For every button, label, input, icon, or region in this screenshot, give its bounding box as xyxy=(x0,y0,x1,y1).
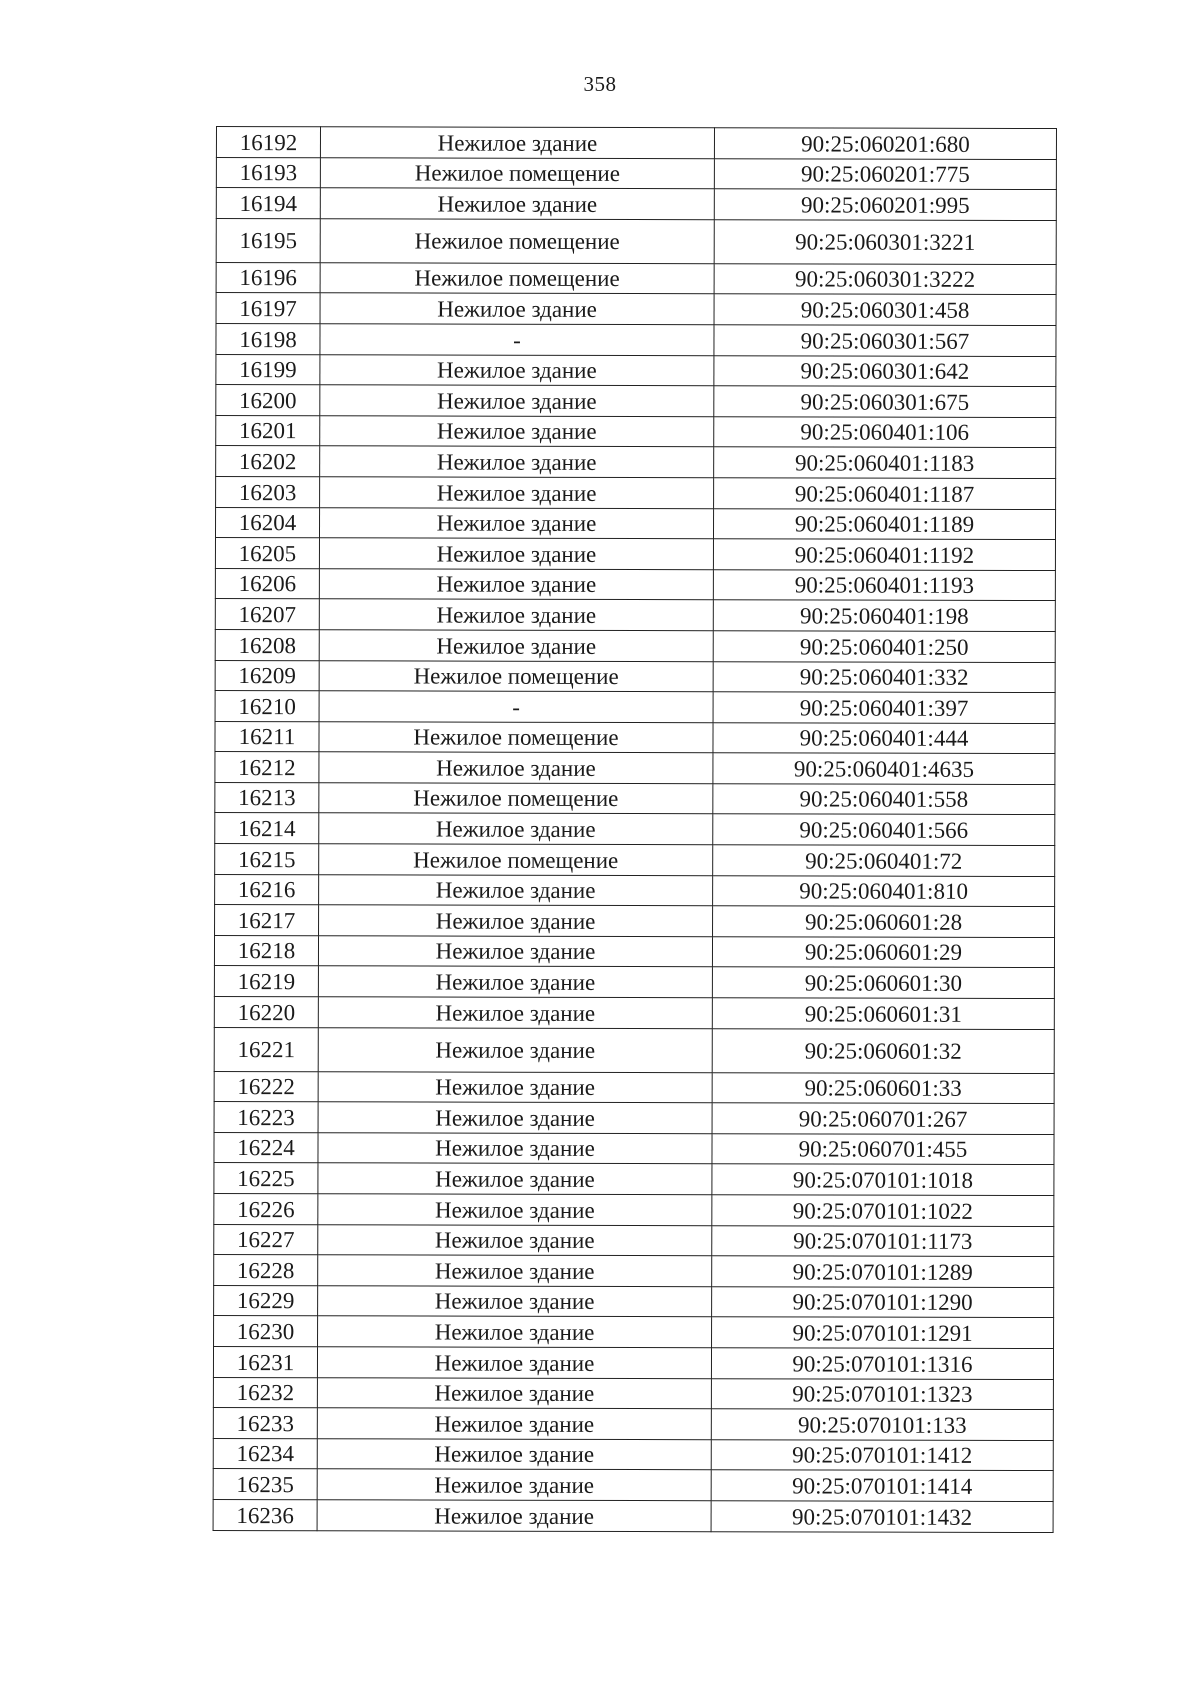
cadastral-number-cell: 90:25:060201:680 xyxy=(714,128,1056,159)
object-type-cell: Нежилое здание xyxy=(317,1469,711,1501)
cadastral-number-cell: 90:25:060401:106 xyxy=(714,416,1056,447)
cadastral-number-cell: 90:25:060401:1192 xyxy=(713,539,1055,570)
cadastral-number-cell: 90:25:060301:567 xyxy=(714,325,1056,356)
object-type-cell: Нежилое здание xyxy=(320,293,714,325)
object-type-cell: Нежилое помещение xyxy=(319,721,713,753)
table-row xyxy=(216,262,1056,295)
table-row xyxy=(216,218,1056,264)
cadastral-number-cell: 90:25:060601:33 xyxy=(712,1072,1054,1103)
cadastral-number-cell: 90:25:060401:4635 xyxy=(713,753,1055,784)
object-type-cell: Нежилое здание xyxy=(318,1071,712,1103)
row-number-cell: 16220 xyxy=(214,997,318,1028)
row-number-cell: 16198 xyxy=(216,323,320,354)
row-number-cell: 16201 xyxy=(216,415,320,446)
row-number-cell: 16203 xyxy=(216,476,320,507)
object-type-cell: Нежилое здание xyxy=(320,127,714,159)
object-type-cell: Нежилое здание xyxy=(320,477,714,509)
table-row xyxy=(216,446,1056,479)
object-type-cell: Нежилое помещение xyxy=(319,844,713,876)
cadastral-number-cell: 90:25:070101:1290 xyxy=(712,1286,1054,1317)
object-type-cell: Нежилое здание xyxy=(319,813,713,845)
object-type-cell: Нежилое здание xyxy=(317,1500,711,1532)
row-number-cell: 16224 xyxy=(214,1132,318,1163)
table-row xyxy=(214,1224,1054,1257)
cadastral-number-cell: 90:25:060401:332 xyxy=(713,661,1055,692)
table-row xyxy=(214,1071,1054,1104)
cadastral-number-cell: 90:25:060401:1193 xyxy=(713,569,1055,600)
row-number-cell: 16219 xyxy=(214,966,318,997)
row-number-cell: 16231 xyxy=(213,1346,317,1377)
cadastral-number-cell: 90:25:060301:642 xyxy=(714,355,1056,386)
cadastral-number-cell: 90:25:060401:558 xyxy=(713,784,1055,815)
cadastral-number-cell: 90:25:060601:30 xyxy=(712,967,1054,998)
object-type-cell: Нежилое здание xyxy=(318,997,712,1029)
object-type-cell: Нежилое здание xyxy=(319,538,713,570)
cadastral-number-cell: 90:25:070101:1414 xyxy=(711,1470,1053,1501)
table-row xyxy=(214,1255,1054,1288)
table-row xyxy=(213,1408,1053,1441)
row-number-cell: 16215 xyxy=(215,844,319,875)
row-number-cell: 16228 xyxy=(214,1255,318,1286)
row-number-cell: 16225 xyxy=(214,1163,318,1194)
object-type-cell: Нежилое здание xyxy=(319,507,713,539)
table-row xyxy=(214,1027,1054,1073)
table-row xyxy=(213,1377,1053,1410)
row-number-cell: 16211 xyxy=(215,721,319,752)
cadastral-number-cell: 90:25:070101:1022 xyxy=(712,1195,1054,1226)
object-type-cell: Нежилое здание xyxy=(318,936,712,968)
row-number-cell: 16206 xyxy=(215,568,319,599)
property-register-table xyxy=(213,126,1057,1533)
table-row xyxy=(215,844,1055,877)
cadastral-number-cell: 90:25:060201:775 xyxy=(714,158,1056,189)
cadastral-number-cell: 90:25:060401:72 xyxy=(713,845,1055,876)
row-number-cell: 16232 xyxy=(213,1377,317,1408)
cadastral-number-cell: 90:25:070101:1173 xyxy=(712,1225,1054,1256)
cadastral-number-cell: 90:25:070101:1432 xyxy=(711,1501,1053,1532)
page-number: 358 xyxy=(583,72,617,96)
object-type-cell: Нежилое здание xyxy=(319,752,713,784)
object-type-cell: Нежилое здание xyxy=(318,1133,712,1165)
object-type-cell: Нежилое здание xyxy=(318,966,712,998)
row-number-cell: 16194 xyxy=(216,188,320,219)
cadastral-number-cell: 90:25:060601:29 xyxy=(712,937,1054,968)
cadastral-number-cell: 90:25:070101:1289 xyxy=(712,1256,1054,1287)
row-number-cell: 16216 xyxy=(215,874,319,905)
row-number-cell: 16230 xyxy=(214,1316,318,1347)
cadastral-number-cell: 90:25:060301:458 xyxy=(714,294,1056,325)
cadastral-number-cell: 90:25:070101:1291 xyxy=(712,1317,1054,1348)
cadastral-number-cell: 90:25:060401:444 xyxy=(713,722,1055,753)
table-row xyxy=(215,874,1055,907)
table-body xyxy=(213,127,1056,1533)
cadastral-number-cell: 90:25:060401:1183 xyxy=(714,447,1056,478)
object-type-cell: Нежилое здание xyxy=(318,1224,712,1256)
row-number-cell: 16217 xyxy=(215,905,319,936)
object-type-cell: - xyxy=(319,691,713,723)
row-number-cell: 16202 xyxy=(216,446,320,477)
object-type-cell: Нежилое здание xyxy=(320,385,714,417)
row-number-cell: 16222 xyxy=(214,1071,318,1102)
table-row xyxy=(216,415,1056,448)
row-number-cell: 16197 xyxy=(216,293,320,324)
object-type-cell: Нежилое здание xyxy=(320,354,714,386)
row-number-cell: 16223 xyxy=(214,1102,318,1133)
table-row xyxy=(216,385,1056,418)
table-row xyxy=(215,782,1055,815)
table-row xyxy=(215,691,1055,724)
table-row xyxy=(215,599,1055,632)
object-type-cell: Нежилое здание xyxy=(318,1163,712,1195)
row-number-cell: 16233 xyxy=(213,1408,317,1439)
cadastral-number-cell: 90:25:070101:133 xyxy=(711,1409,1053,1440)
object-type-cell: Нежилое здание xyxy=(318,1194,712,1226)
row-number-cell: 16218 xyxy=(214,935,318,966)
table-row xyxy=(214,1316,1054,1349)
cadastral-number-cell: 90:25:060401:810 xyxy=(713,875,1055,906)
cadastral-number-cell: 90:25:060601:28 xyxy=(713,906,1055,937)
row-number-cell: 16234 xyxy=(213,1438,317,1469)
object-type-cell: Нежилое здание xyxy=(319,905,713,937)
object-type-cell: Нежилое здание xyxy=(320,416,714,448)
table-row xyxy=(214,1163,1054,1196)
cadastral-number-cell: 90:25:070101:1316 xyxy=(711,1348,1053,1379)
row-number-cell: 16213 xyxy=(215,782,319,813)
table-row xyxy=(213,1438,1053,1471)
object-type-cell: Нежилое здание xyxy=(317,1347,711,1379)
table-row xyxy=(213,1469,1053,1502)
table-row xyxy=(214,997,1054,1030)
table-row xyxy=(216,188,1056,221)
row-number-cell: 16195 xyxy=(216,218,320,262)
object-type-cell: Нежилое помещение xyxy=(320,219,714,264)
cadastral-number-cell: 90:25:060301:3221 xyxy=(714,219,1056,264)
object-type-cell: Нежилое здание xyxy=(318,1027,712,1072)
row-number-cell: 16210 xyxy=(215,691,319,722)
row-number-cell: 16196 xyxy=(216,262,320,293)
cadastral-number-cell: 90:25:060401:566 xyxy=(713,814,1055,845)
table-row xyxy=(214,1132,1054,1165)
object-type-cell: Нежилое здание xyxy=(320,188,714,220)
table-row xyxy=(215,721,1055,754)
object-type-cell: Нежилое здание xyxy=(319,630,713,662)
table-row xyxy=(216,476,1056,509)
row-number-cell: 16212 xyxy=(215,752,319,783)
row-number-cell: 16235 xyxy=(213,1469,317,1500)
object-type-cell: Нежилое здание xyxy=(318,1255,712,1287)
table-row xyxy=(216,293,1056,326)
row-number-cell: 16229 xyxy=(214,1285,318,1316)
table-row xyxy=(215,568,1055,601)
row-number-cell: 16207 xyxy=(215,599,319,630)
object-type-cell: Нежилое помещение xyxy=(319,660,713,692)
row-number-cell: 16193 xyxy=(216,157,320,188)
table-row xyxy=(215,752,1055,785)
table-row xyxy=(215,538,1055,571)
object-type-cell: Нежилое здание xyxy=(319,599,713,631)
cadastral-number-cell: 90:25:060601:31 xyxy=(712,998,1054,1029)
row-number-cell: 16204 xyxy=(215,507,319,538)
table-row xyxy=(215,905,1055,938)
cadastral-number-cell: 90:25:070101:1018 xyxy=(712,1164,1054,1195)
object-type-cell: Нежилое здание xyxy=(318,1286,712,1318)
table-row xyxy=(215,660,1055,693)
cadastral-number-cell: 90:25:060401:250 xyxy=(713,631,1055,662)
object-type-cell: Нежилое здание xyxy=(319,874,713,906)
table-row xyxy=(216,354,1056,387)
row-number-cell: 16214 xyxy=(215,813,319,844)
table-row xyxy=(216,127,1056,160)
cadastral-number-cell: 90:25:060301:3222 xyxy=(714,263,1056,294)
cadastral-number-cell: 90:25:060201:995 xyxy=(714,189,1056,220)
table-row xyxy=(213,1499,1053,1532)
cadastral-number-cell: 90:25:060601:32 xyxy=(712,1028,1054,1073)
table-row xyxy=(216,323,1056,356)
cadastral-number-cell: 90:25:060401:1189 xyxy=(713,508,1055,539)
object-type-cell: Нежилое помещение xyxy=(319,783,713,815)
object-type-cell: - xyxy=(320,324,714,356)
row-number-cell: 16200 xyxy=(216,385,320,416)
row-number-cell: 16236 xyxy=(213,1499,317,1530)
table-row xyxy=(214,935,1054,968)
object-type-cell: Нежилое здание xyxy=(320,446,714,478)
object-type-cell: Нежилое здание xyxy=(318,1316,712,1348)
cadastral-number-cell: 90:25:060401:1187 xyxy=(714,478,1056,509)
object-type-cell: Нежилое помещение xyxy=(320,263,714,295)
row-number-cell: 16205 xyxy=(215,538,319,569)
object-type-cell: Нежилое здание xyxy=(317,1377,711,1409)
cadastral-number-cell: 90:25:070101:1412 xyxy=(711,1439,1053,1470)
cadastral-number-cell: 90:25:060401:198 xyxy=(713,600,1055,631)
table-row xyxy=(214,1285,1054,1318)
table-row xyxy=(214,966,1054,999)
cadastral-number-cell: 90:25:060701:267 xyxy=(712,1103,1054,1134)
row-number-cell: 16199 xyxy=(216,354,320,385)
cadastral-number-cell: 90:25:060701:455 xyxy=(712,1134,1054,1165)
object-type-cell: Нежилое здание xyxy=(319,568,713,600)
row-number-cell: 16209 xyxy=(215,660,319,691)
table-row xyxy=(214,1102,1054,1135)
object-type-cell: Нежилое помещение xyxy=(320,157,714,189)
table-row xyxy=(215,629,1055,662)
object-type-cell: Нежилое здание xyxy=(317,1439,711,1471)
cadastral-number-cell: 90:25:070101:1323 xyxy=(711,1378,1053,1409)
table-row xyxy=(213,1346,1053,1379)
table-row xyxy=(215,507,1055,540)
row-number-cell: 16208 xyxy=(215,629,319,660)
table-row xyxy=(215,813,1055,846)
cadastral-number-cell: 90:25:060401:397 xyxy=(713,692,1055,723)
row-number-cell: 16227 xyxy=(214,1224,318,1255)
table-row xyxy=(216,157,1056,190)
row-number-cell: 16226 xyxy=(214,1193,318,1224)
object-type-cell: Нежилое здание xyxy=(318,1102,712,1134)
row-number-cell: 16192 xyxy=(216,127,320,158)
row-number-cell: 16221 xyxy=(214,1027,318,1071)
cadastral-number-cell: 90:25:060301:675 xyxy=(714,386,1056,417)
table-row xyxy=(214,1193,1054,1226)
object-type-cell: Нежилое здание xyxy=(317,1408,711,1440)
